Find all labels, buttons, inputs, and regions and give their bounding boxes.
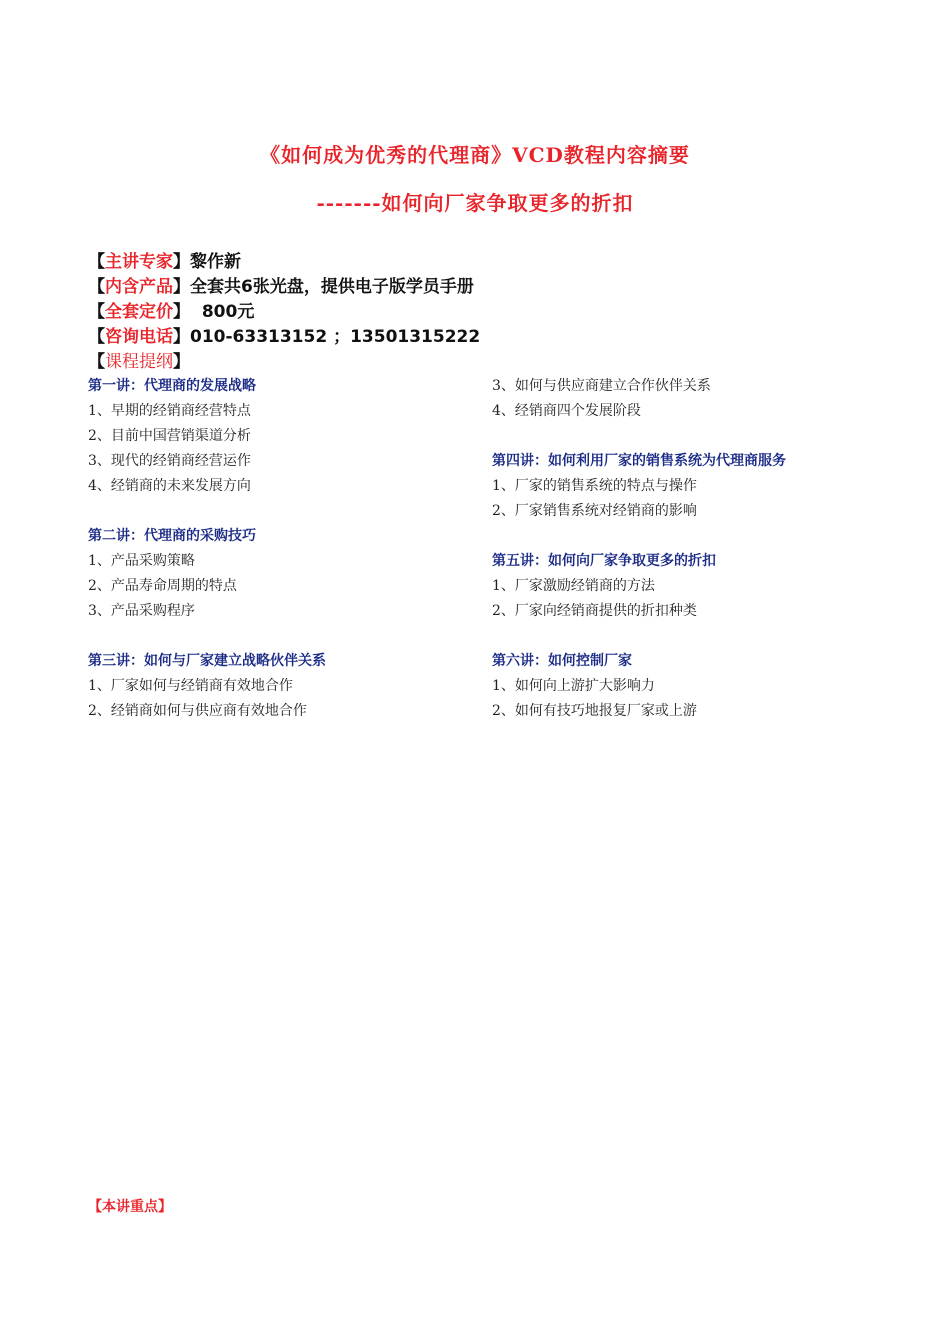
lecture-item: 1、厂家激励经销商的方法	[492, 578, 655, 594]
price-label: 全套定价	[105, 302, 173, 322]
course-info	[88, 250, 480, 375]
outline-label: 课程提纲	[105, 352, 173, 372]
lecture-item: 1、早期的经销商经营特点	[88, 403, 251, 419]
lecture-title: 第三讲：如何与厂家建立战略伙伴关系	[88, 653, 326, 669]
lecture-item: 2、产品寿命周期的特点	[88, 578, 237, 594]
lecture-item: 2、如何有技巧地报复厂家或上游	[492, 703, 697, 719]
lecture-item: 3、如何与供应商建立合作伙伴关系	[492, 378, 711, 394]
lecture-item: 3、现代的经销商经营运作	[88, 453, 251, 469]
lecture-item: 4、经销商的未来发展方向	[88, 478, 251, 494]
outline-right-column	[492, 374, 912, 724]
phone-value: 010-63313152 ；13501315222	[190, 327, 481, 347]
phone-label: 咨询电话	[105, 327, 173, 347]
products-value: 全套共6张光盘，提供电子版学员手册	[190, 277, 474, 297]
lecture-title: 第二讲：代理商的采购技巧	[88, 528, 256, 544]
lecture-item: 1、如何向上游扩大影响力	[492, 678, 655, 694]
lecture-title: 第一讲：代理商的发展战略	[88, 378, 256, 394]
lecturer-label: 主讲专家	[105, 252, 173, 272]
products-row: 【内含产品】全套共6张光盘，提供电子版学员手册	[88, 277, 474, 297]
document-title: 《如何成为优秀的代理商》VCD教程内容摘要	[260, 143, 690, 167]
outline-left-column	[88, 374, 478, 724]
lecture-item: 3、产品采购程序	[88, 603, 195, 619]
lecture-item: 2、目前中国营销渠道分析	[88, 428, 251, 444]
lecture-item: 2、经销商如何与供应商有效地合作	[88, 703, 307, 719]
document-subtitle: -------如何向厂家争取更多的折扣	[316, 191, 634, 215]
key-points-heading: 【本讲重点】	[88, 1199, 172, 1215]
lecturer-value: 黎作新	[190, 252, 241, 272]
price-value: 800元	[201, 302, 255, 322]
phone-row: 【咨询电话】010-63313152 ；13501315222	[88, 327, 481, 347]
products-label: 内含产品	[105, 277, 173, 297]
lecture-title: 第六讲：如何控制厂家	[492, 653, 632, 669]
lecture-item: 1、厂家的销售系统的特点与操作	[492, 478, 697, 494]
lecture-title: 第四讲：如何利用厂家的销售系统为代理商服务	[492, 453, 786, 469]
outline-row: 【课程提纲】	[88, 352, 190, 372]
lecture-item: 1、厂家如何与经销商有效地合作	[88, 678, 293, 694]
lecture-title: 第五讲：如何向厂家争取更多的折扣	[492, 553, 716, 569]
lecture-item: 2、厂家销售系统对经销商的影响	[492, 503, 697, 519]
lecturer-row: 【主讲专家】黎作新	[88, 252, 241, 272]
lecture-item: 1、产品采购策略	[88, 553, 195, 569]
lecture-item: 4、经销商四个发展阶段	[492, 403, 641, 419]
lecture-item: 2、厂家向经销商提供的折扣种类	[492, 603, 697, 619]
price-row: 【全套定价】 800元	[88, 302, 255, 322]
